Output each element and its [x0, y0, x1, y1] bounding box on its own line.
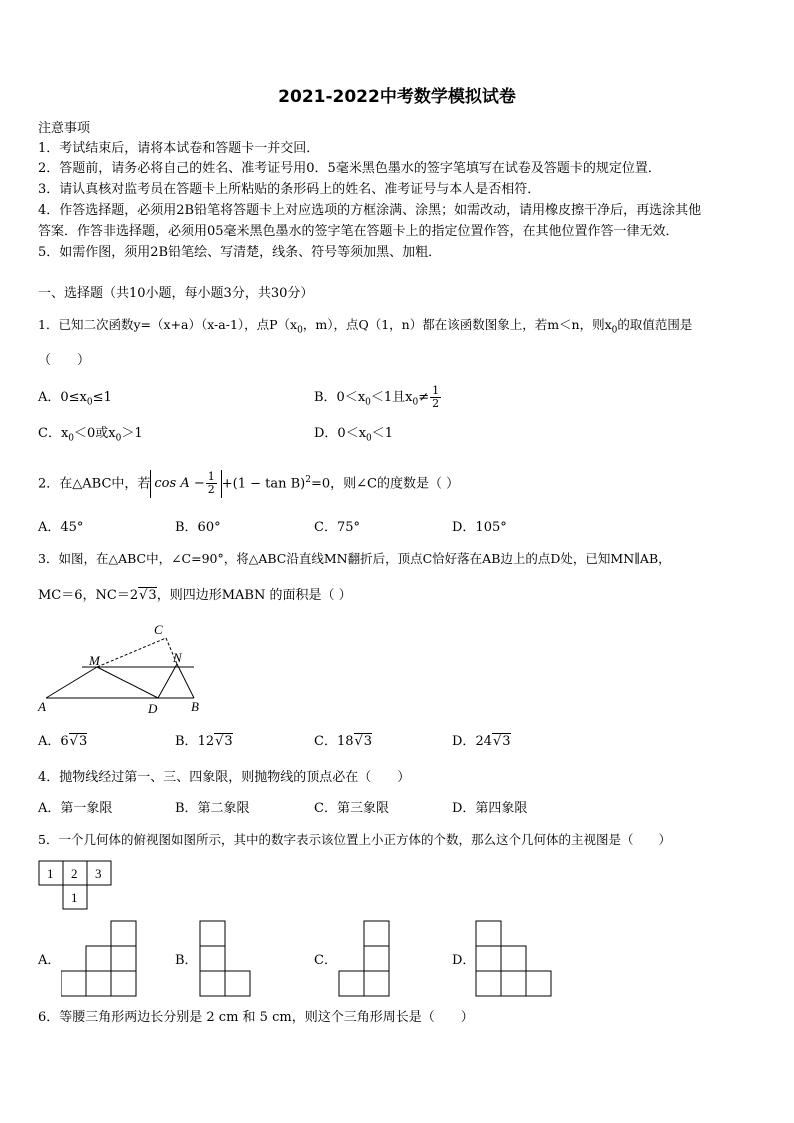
point-label-n: N [173, 650, 182, 665]
grid-count: 1 [47, 866, 54, 881]
fraction: $\frac{1}{2}$ [207, 469, 215, 496]
notice-item: 5．如需作图，须用2B铅笔绘、写清楚，线条、符号等须加黑、加粗． [38, 245, 442, 260]
absolute-value: cos A − $\frac{1}{2}$ [150, 470, 221, 498]
grid-count: 3 [95, 866, 102, 881]
segment-nd [158, 664, 177, 698]
notice-item: 4．作答选择题，必须用2B铅笔将答题卡上对应选项的方框涂满、涂黑；如需改动，请用橡皮擦干净后，再选涂其他 [38, 203, 702, 218]
fraction: $\frac{1}{2}$ [432, 384, 440, 410]
q2-stem: 2．在△ABC中，若 cos A − $\frac{1}{2}$ $+(1 - \tan B)^2=0$，则∠C的度数是（ ） [38, 469, 460, 496]
segment-md [97, 667, 158, 698]
q5-option-b-view [199, 920, 253, 998]
point-label-c: C [154, 622, 163, 637]
q5-option-c-view [338, 920, 392, 998]
q3-option-a: A．6√3 [38, 734, 88, 749]
q5-option-d-view [475, 920, 555, 998]
notice-item: 3．请认真核对监考员在答题卡上所粘贴的条形码上的姓名、准考证号与本人是否相符． [38, 182, 541, 197]
q1-paren: （ ） [38, 353, 91, 368]
q5-top-view-grid [38, 860, 118, 912]
q1-option-a: A．$0\le x_0\le 1$ [38, 390, 112, 408]
notice-item: 1．考试结束后，请将本试卷和答题卡一并交回． [38, 141, 320, 156]
point-label-m: M [89, 653, 100, 668]
q2-option-b: B．60° [175, 520, 221, 535]
segment-am [46, 667, 97, 698]
section-heading: 一、选择题（共10小题，每小题3分，共30分） [38, 286, 314, 301]
q1-option-b: B．$0<x_0<1$且$x_0\ne$ $\frac{1}{2}$ [314, 384, 440, 410]
q4-option-b: B．第二象限 [175, 801, 250, 816]
q5-option-a-label: A． [38, 953, 61, 968]
q2-option-a: A．45° [38, 520, 84, 535]
q3-stem: 3．如图，在△ABC中，∠C=90°，将△ABC沿直线MN翻折后，顶点C恰好落在AB边上的点D处，已知MN∥AB， [38, 551, 671, 566]
q5-option-c-label: C． [314, 953, 337, 968]
point-label-b: B [191, 699, 199, 714]
q3-stem-cont: MC＝6，NC＝2√3，则四边形MABN 的面积是（ ） [38, 588, 352, 603]
q3-option-c: C．18√3 [314, 734, 373, 749]
q5-option-a-view [61, 920, 139, 998]
q3-option-d: D．24√3 [452, 734, 511, 749]
q2-option-d: D．105° [452, 520, 507, 535]
q1-option-c: C．$x_0<0$或$x_0>1$ [38, 426, 143, 444]
q1-option-d: D．$0<x_0<1$ [314, 426, 394, 444]
q4-option-a: A．第一象限 [38, 801, 113, 816]
page-title: 2021-2022中考数学模拟试卷 [278, 87, 516, 107]
q5-stem: 5．一个几何体的俯视图如图所示，其中的数字表示该位置上小正方体的个数，那么这个几何体的主视图是（ ） [38, 832, 671, 847]
grid-count: 2 [71, 866, 78, 881]
grid-count: 1 [71, 890, 78, 905]
notice-item: 答案．作答非选择题，必须用05毫米黑色墨水的签字笔在答题卡上的指定位置作答，在其他位置作答一律无效． [38, 224, 679, 239]
point-label-d: D [148, 701, 158, 716]
dashed-mc [97, 638, 166, 667]
q3-option-b: B．12√3 [175, 734, 233, 749]
q3-triangle-figure [34, 620, 214, 716]
q4-option-d: D．第四象限 [452, 801, 528, 816]
q5-option-d-label: D． [452, 953, 476, 968]
point-label-a: A [38, 699, 46, 714]
q1-stem: 1．已知二次函数y=（x+a）（x-a-1），点$P(x_0$，m），点Q（1，n）都在该函数图象上，若m＜n，则$x_0$的取值范围是 [38, 317, 693, 336]
q4-option-c: C．第三象限 [314, 801, 389, 816]
notice-heading: 注意事项 [38, 121, 91, 136]
q5-option-b-label: B． [175, 953, 198, 968]
notice-item: 2．答题前，请务必将自己的姓名、准考证号用0．5毫米黑色墨水的签字笔填写在试卷及答题卡的规定位置． [38, 161, 661, 176]
q2-option-c: C．75° [314, 520, 360, 535]
segment-nb [177, 664, 194, 698]
q6-stem: 6．等腰三角形两边长分别是 2 cm 和 5 cm，则这个三角形周长是（ ） [38, 1010, 474, 1025]
q4-stem: 4．抛物线经过第一、三、四象限，则抛物线的顶点必在（ ） [38, 770, 411, 785]
